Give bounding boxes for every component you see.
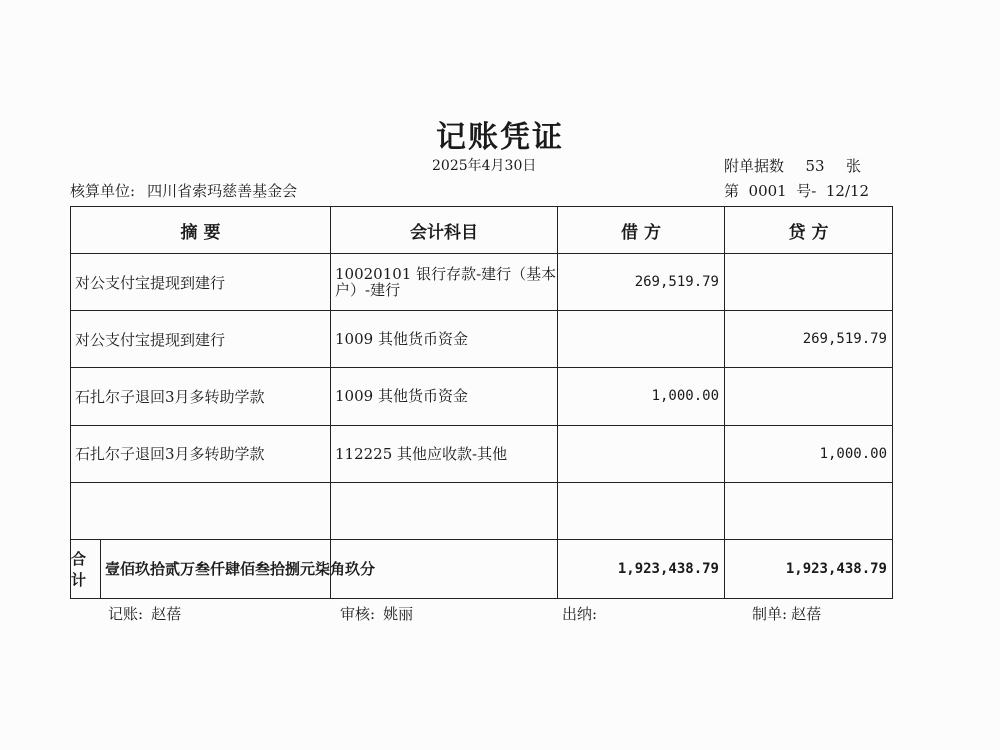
table-row [71, 254, 893, 311]
voucher-table [70, 206, 893, 599]
row-account: 112225 其他应收款-其他 [331, 425, 558, 482]
row-summary: 石扎尔子退回3月多转助学款 [71, 425, 331, 482]
total-cell [71, 539, 376, 598]
row-account: 1009 其他货币资金 [331, 311, 558, 368]
preparer-label: 制单: [752, 605, 788, 623]
bookkeeper-label: 记账: [108, 605, 144, 623]
row-debit [558, 311, 725, 368]
col-credit: 贷 方 [725, 207, 893, 254]
col-debit: 借 方 [558, 207, 725, 254]
accounting-unit [70, 180, 297, 201]
preparer-name: 赵蓓 [791, 605, 822, 623]
table-row [71, 368, 893, 425]
row-credit [725, 482, 893, 539]
row-credit: 1,000.00 [725, 425, 893, 482]
total-debit: 1,923,438.79 [558, 539, 725, 598]
row-account [331, 482, 558, 539]
unit-label: 核算单位: [70, 182, 136, 200]
row-debit [558, 482, 725, 539]
row-credit [725, 254, 893, 311]
attachments-info [724, 155, 861, 176]
amount-in-words: 壹佰玖拾贰万叁仟肆佰叁拾捌元柒角玖分 [105, 560, 376, 579]
attachments-count: 53 [805, 157, 825, 175]
row-summary: 石扎尔子退回3月多转助学款 [71, 368, 331, 425]
voucher-number: 第 0001 号- 12/12 [724, 182, 870, 200]
row-credit [725, 368, 893, 425]
row-account: 10020101 银行存款-建行（基本户）-建行 [331, 254, 558, 311]
total-row [71, 539, 893, 598]
cashier-sign [562, 603, 605, 624]
reviewer-name: 姚丽 [383, 605, 414, 623]
bookkeeper-sign [108, 603, 181, 624]
cashier-label: 出纳: [562, 605, 598, 623]
row-debit: 269,519.79 [558, 254, 725, 311]
row-summary [71, 482, 331, 539]
table-row-empty [71, 482, 893, 539]
row-credit: 269,519.79 [725, 311, 893, 368]
attachments-unit: 张 [846, 157, 862, 175]
table-row [71, 425, 893, 482]
total-credit: 1,923,438.79 [725, 539, 893, 598]
row-debit [558, 425, 725, 482]
attachments-label: 附单据数 [724, 157, 785, 175]
total-label: 合 计 [71, 540, 101, 598]
row-account: 1009 其他货币资金 [331, 368, 558, 425]
bookkeeper-name: 赵蓓 [151, 605, 182, 623]
table-row [71, 311, 893, 368]
voucher-date: 2025年4月30日 [432, 158, 537, 174]
reviewer-sign [340, 603, 413, 624]
col-summary: 摘 要 [71, 207, 331, 254]
row-debit: 1,000.00 [558, 368, 725, 425]
row-summary: 对公支付宝提现到建行 [71, 254, 331, 311]
unit-name: 四川省索玛慈善基金会 [147, 182, 298, 200]
voucher-title: 记账凭证 [436, 120, 564, 155]
col-account: 会计科目 [331, 207, 558, 254]
row-summary: 对公支付宝提现到建行 [71, 311, 331, 368]
preparer-sign [752, 603, 821, 624]
table-header-row [71, 207, 893, 254]
reviewer-label: 审核: [340, 605, 376, 623]
